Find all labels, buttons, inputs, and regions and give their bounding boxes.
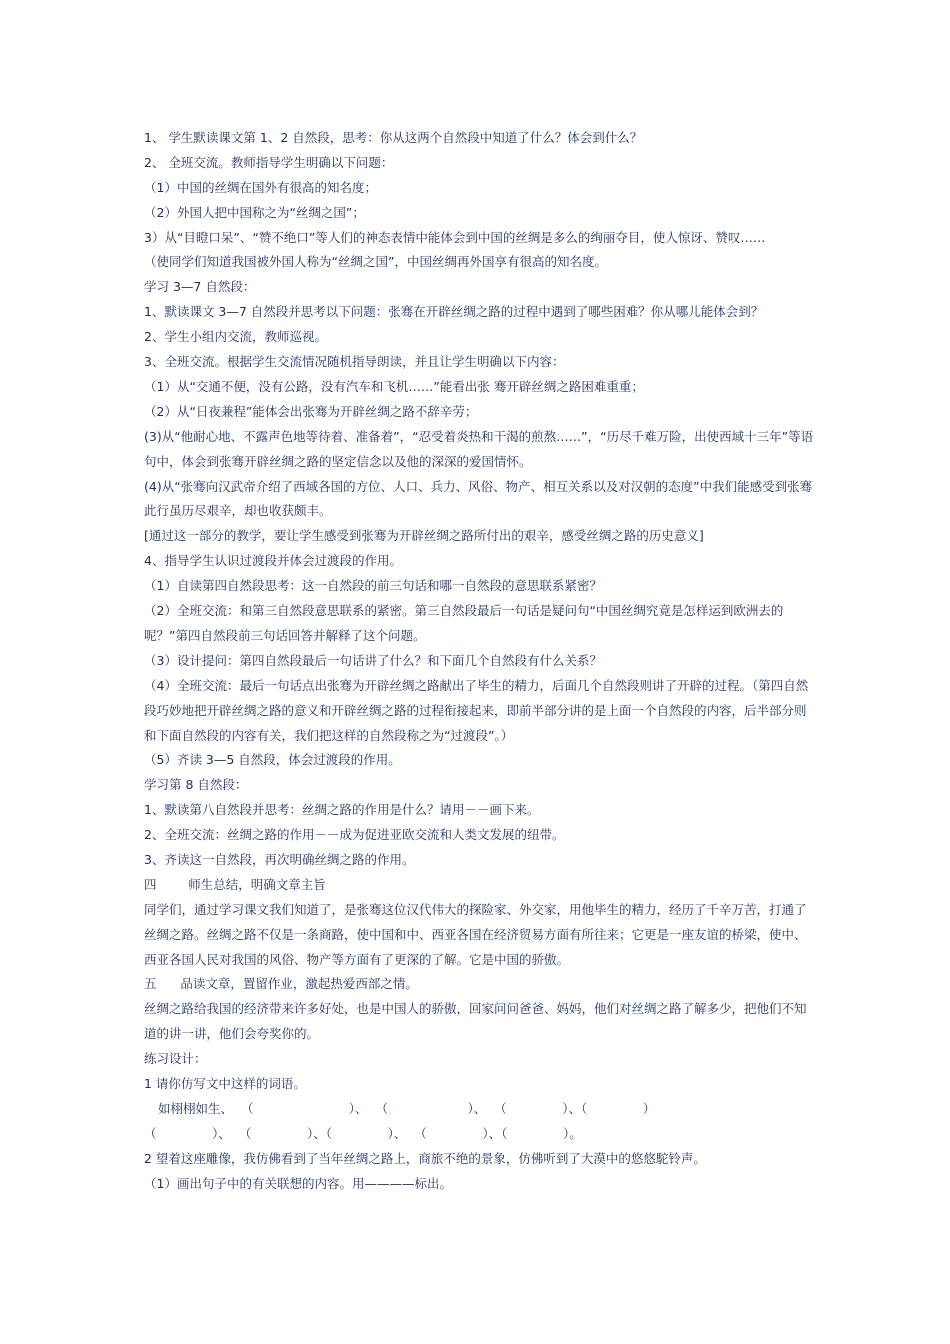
step-3-read-together: 3、齐读这一自然段，再次明确丝绸之路的作用。 xyxy=(144,851,415,867)
point-1-silk-fame: （1）中国的丝绸在国外有很高的知名度； xyxy=(144,179,377,195)
section-heading-8: 学习第 8 自然段： xyxy=(144,777,248,793)
step-1-read-paragraphs: 1、 学生默读课文第 1、2 自然段，思考：你从这两个自然段中知道了什么？体会到什么？ xyxy=(144,130,643,145)
step-3-class-exchange: 3、全班交流。根据学生交流情况随机指导朗读，并且让学生明确以下内容： xyxy=(144,354,565,370)
section-heading-summary: 四 师生总结，明确文章主旨 xyxy=(144,876,326,892)
section-heading-homework: 五 品读文章，置留作业，激起热爱西部之情。 xyxy=(144,976,418,992)
point-5-read-aloud: （5）齐读 3—5 自然段，体会过渡段的作用。 xyxy=(144,752,401,768)
step-1-read-3-7: 1、默读课文 3—7 自然段并思考以下问题：张骞在开辟丝绸之路的过程中遇到了哪些困难？你从哪儿能体会到？ xyxy=(144,304,764,320)
step-2-group-exchange: 2、学生小组内交流，教师巡视。 xyxy=(144,329,327,345)
exercise-2-sentence: 2 望着这座雕像，我仿佛看到了当年丝绸之路上，商旅不绝的景象，仿佛听到了大漠中的悠悠駝铃声。 xyxy=(144,1150,706,1166)
point-2-class-exchange: （2）全班交流：和第三自然段意思联系的紧密。第三自然段最后一句话是疑问句“中国丝绸究竟是怎样运到欧洲去的呢？”第四自然段前三句话回答并解释了这个问题。 xyxy=(144,603,784,643)
document-body xyxy=(144,126,814,1197)
step-2-role-of-silk-road: 2、全班交流：丝绸之路的作用－－成为促进亚欧交流和人类文发展的纽带。 xyxy=(144,827,565,843)
point-1-transport: （1）从“交通不便，没有公路，没有汽车和飞机……”能看出张 骞开辟丝绸之路困难重重； xyxy=(144,378,644,394)
teaching-note-1: （使同学们知道我国被外国人称为“丝绸之国”，中国丝绸再外国享有很高的知名度。 xyxy=(144,254,607,270)
section-heading-3-7: 学习 3—7 自然段： xyxy=(144,279,256,295)
step-1-read-8: 1、默读第八自然段并思考：丝绸之路的作用是什么？请用－－画下来。 xyxy=(144,802,540,818)
point-4-report: (4)从“张骞向汉武帝介绍了西域各国的方位、人口、兵力、风俗、物产、相互关系以及对汉朝的态度”中我们能感受到张骞此行虽历尽艰辛，却也收获颇丰。 xyxy=(144,478,813,519)
step-4-transition-paragraph: 4、指导学生认识过渡段并体会过渡段的作用。 xyxy=(144,553,402,569)
summary-paragraph: 同学们，通过学习课文我们知道了，是张骞这位汉代伟大的探险家、外交家，用他毕生的精力，经历了千辛万苦，打通了丝绸之路。丝绸之路不仅是一条商路，使中国和中、西亚各国在经济贸易方面有所往来；它更是一座友谊的桥梁，使中、西亚各国人民对我国的风俗、物产等方面有了更深的了解。它是中国的骄傲。 xyxy=(144,901,807,967)
point-4-conclusion: （4）全班交流：最后一句话点出张骞为开辟丝绸之路献出了毕生的精力，后面几个自然段则讲了开辟的过程。（第四自然段巧妙地把开辟丝绸之路的意义和开辟丝绸之路的过程衔接起来，即前半部分讲的是上面一个自然段的内容，后半部分则和下面自然段的内容有关，我们把这样的自然段称之为“过渡段”。） xyxy=(144,677,809,743)
exercise-1-prompt: 1 请你仿写文中这样的词语。 xyxy=(144,1076,306,1092)
homework-paragraph: 丝绸之路给我国的经济带来许多好处，也是中国人的骄傲，回家问问爸爸、妈妈，他们对丝绸之路了解多少，把他们不知道的讲一讲，他们会夸奖你的。 xyxy=(144,1001,807,1042)
teaching-note-2: [通过这一部分的教学，要让学生感受到张骞为开辟丝绸之路所付出的艰辛，感受丝绸之路的历史意义] xyxy=(144,528,704,544)
exercise-heading: 练习设计： xyxy=(144,1051,207,1067)
exercise-1-blanks-row-1: 如栩栩如生、 （ ）、 （ ）、 （ ）、（ ） xyxy=(158,1100,656,1116)
point-3-patience: (3)从“他耐心地、不露声色地等待着、准备着”，“忍受着炎热和干渴的煎熬……”，“历尽千难万险，出使西域十三年”等语句中，体会到张骞开辟丝绸之路的坚定信念以及他的深深的爱国情怀。 xyxy=(144,428,814,469)
point-2-day-and-night: （2）从“日夜兼程”能体会出张骞为开辟丝绸之路不辞辛劳； xyxy=(144,403,478,419)
step-2-class-exchange: 2、 全班交流。教师指导学生明确以下问题： xyxy=(144,154,394,170)
exercise-1-blanks-row-2: （ ）、 （ ）、（ ）、 （ ）、（ ）。 xyxy=(144,1125,582,1141)
point-2-silk-country: （2）外国人把中国称之为“丝绸之国”； xyxy=(144,204,365,220)
exercise-2-task-1: （1）画出句子中的有关联想的内容。用————标出。 xyxy=(144,1175,452,1191)
point-3-expressions: 3）从“目瞪口呆”、“赞不绝口”等人们的神态表情中能体会到中国的丝绸是多么的绚丽夺目，使人惊讶、赞叹…… xyxy=(144,229,766,245)
point-1-self-read: （1）自读第四自然段思考：这一自然段的前三句话和哪一自然段的意思联系紧密？ xyxy=(144,578,602,594)
point-3-question: （3）设计提问：第四自然段最后一句话讲了什么？和下面几个自然段有什么关系？ xyxy=(144,652,602,668)
